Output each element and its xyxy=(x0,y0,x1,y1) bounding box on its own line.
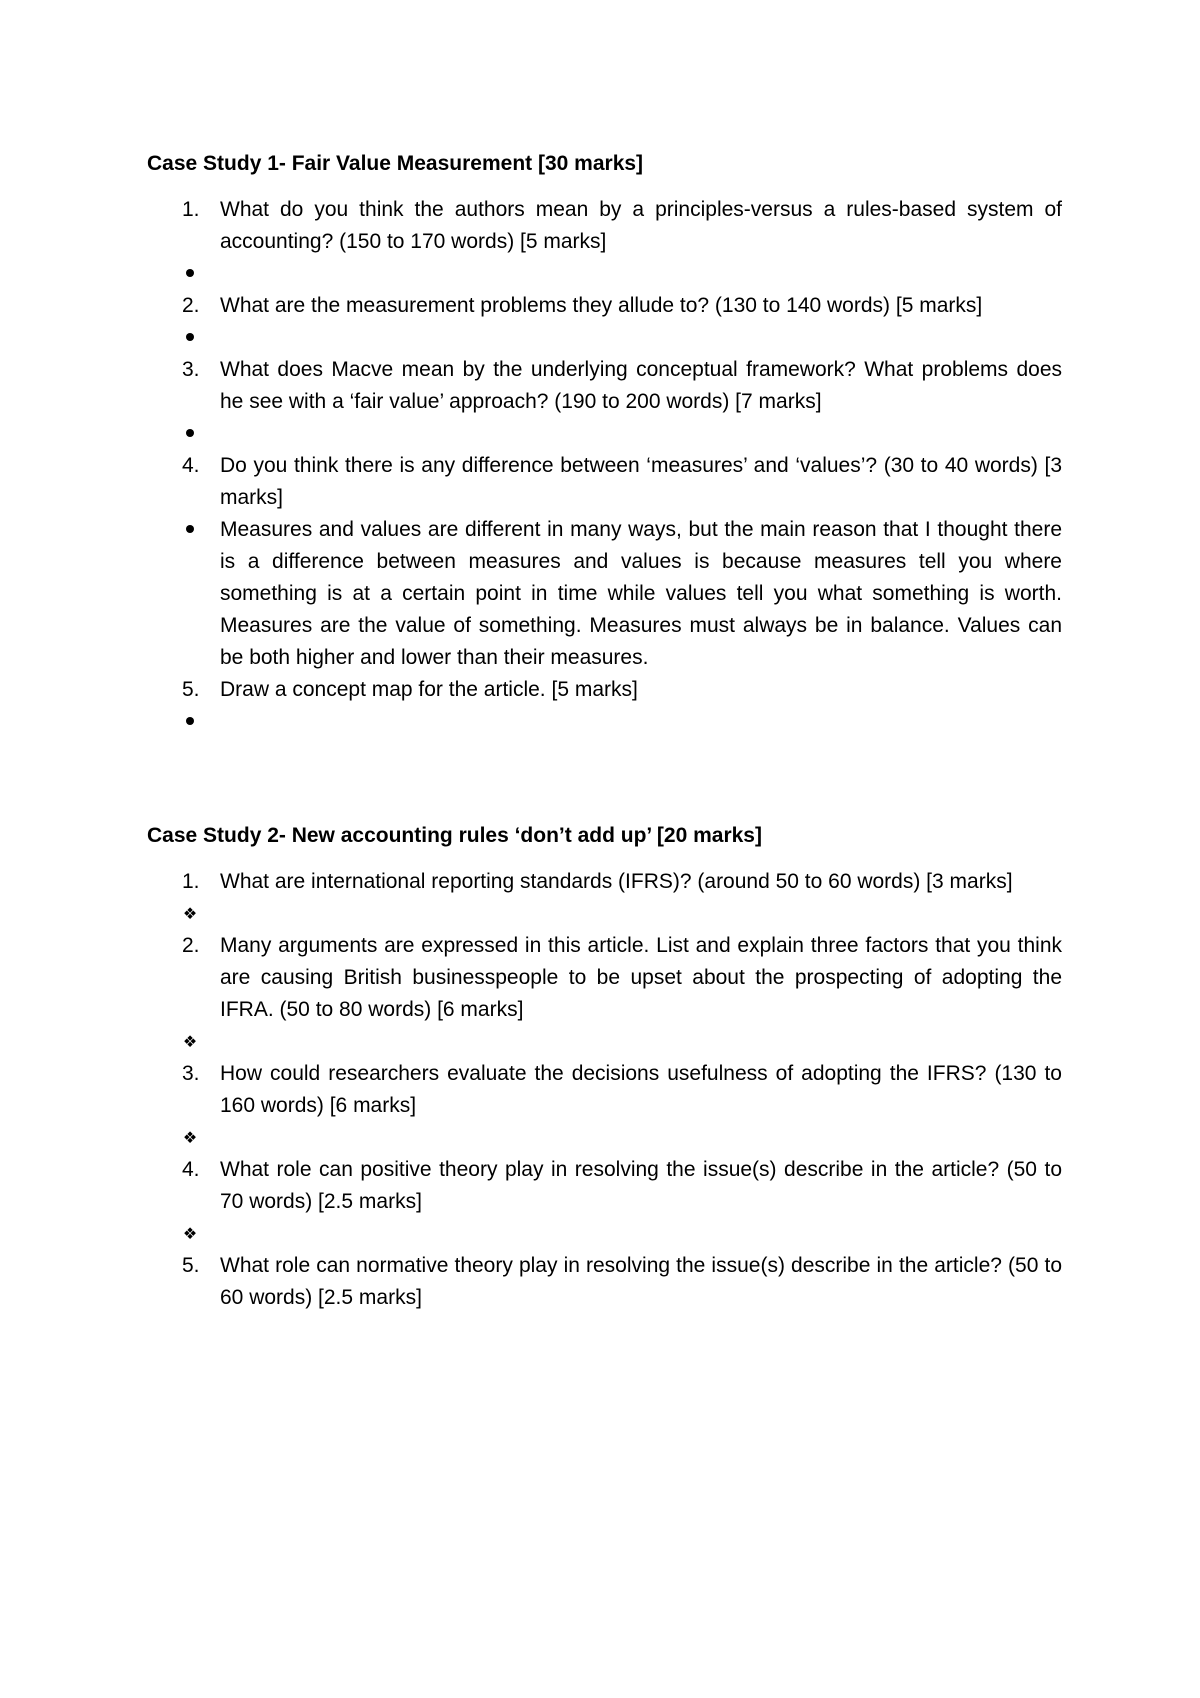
bullet-diamond-icon: ❖ xyxy=(182,1032,198,1051)
question-text: What are the measurement problems they allude to? (130 to 140 words) [5 marks] xyxy=(220,294,983,317)
answer-text: Measures and values are different in many ways, but the main reason that I thought there is a difference between measures and values is because measures tell you where something is at a certain point in time while values tell you what something is worth. Measures are the value of something. Measures must always be in balance. Values can be both higher and lower than their measures. xyxy=(220,518,1062,669)
question-text: What does Macve mean by the underlying conceptual framework? What problems does he see with a ‘fair value’ approach? (190 to 200 words) [7 marks] xyxy=(220,358,1062,413)
cs2-question-2 xyxy=(147,930,1062,1026)
document-body xyxy=(147,148,1062,1314)
bullet-diamond-icon: ❖ xyxy=(182,1224,198,1243)
bullet-dot-icon xyxy=(180,706,200,738)
question-text: What role can positive theory play in resolving the issue(s) describe in the article? (50 to 70 words) [2.5 marks] xyxy=(220,1158,1062,1213)
cs1-answer-1 xyxy=(147,258,1062,290)
cs1-question-1 xyxy=(147,194,1062,258)
bullet-dot-icon xyxy=(180,322,200,354)
cs2-answer-1 xyxy=(147,898,1062,930)
cs1-answer-5 xyxy=(147,706,1062,738)
cs2-answer-4 xyxy=(147,1218,1062,1250)
cs1-answer-4 xyxy=(147,514,1062,674)
question-number: 2. xyxy=(182,934,200,957)
bullet-dot-icon xyxy=(180,418,200,450)
cs1-question-3 xyxy=(147,354,1062,418)
cs2-answer-2 xyxy=(147,1026,1062,1058)
case-study-2-questions xyxy=(147,866,1062,1314)
cs1-answer-3 xyxy=(147,418,1062,450)
case-study-2 xyxy=(147,820,1062,1314)
cs2-question-1 xyxy=(147,866,1062,898)
cs1-question-5 xyxy=(147,674,1062,706)
case-study-1 xyxy=(147,148,1062,738)
question-text: Do you think there is any difference between ‘measures’ and ‘values’? (30 to 40 words) [3 marks] xyxy=(220,454,1062,509)
question-text: What are international reporting standards (IFRS)? (around 50 to 60 words) [3 marks] xyxy=(220,870,1013,893)
cs2-question-4 xyxy=(147,1154,1062,1218)
question-text: Draw a concept map for the article. [5 marks] xyxy=(220,678,638,701)
cs1-question-4 xyxy=(147,450,1062,514)
question-text: What role can normative theory play in resolving the issue(s) describe in the article? (50 to 60 words) [2.5 marks] xyxy=(220,1254,1062,1309)
cs2-answer-3 xyxy=(147,1122,1062,1154)
question-number: 1. xyxy=(182,198,200,221)
question-number: 5. xyxy=(182,1254,200,1277)
cs1-answer-2 xyxy=(147,322,1062,354)
question-number: 4. xyxy=(182,1158,200,1181)
question-number: 2. xyxy=(182,294,200,317)
case-study-1-title: Case Study 1- Fair Value Measurement [30 marks] xyxy=(147,152,644,175)
bullet-dot-icon xyxy=(180,258,200,290)
question-text: What do you think the authors mean by a principles-versus a rules-based system of accounting? (150 to 170 words) [5 marks] xyxy=(220,198,1062,253)
question-number: 3. xyxy=(182,358,200,381)
cs2-question-5 xyxy=(147,1250,1062,1314)
bullet-diamond-icon: ❖ xyxy=(182,904,198,923)
case-study-2-title: Case Study 2- New accounting rules ‘don’t add up’ [20 marks] xyxy=(147,824,762,847)
question-number: 5. xyxy=(182,678,200,701)
cs2-question-3 xyxy=(147,1058,1062,1122)
case-study-1-questions xyxy=(147,194,1062,738)
question-number: 4. xyxy=(182,454,200,477)
question-text: Many arguments are expressed in this article. List and explain three factors that you think are causing British businesspeople to be upset about the prospecting of adopting the IFRA. (50 to 80 words) [6 marks] xyxy=(220,934,1062,1021)
question-number: 1. xyxy=(182,870,200,893)
question-number: 3. xyxy=(182,1062,200,1085)
question-text: How could researchers evaluate the decisions usefulness of adopting the IFRS? (130 to 160 words) [6 marks] xyxy=(220,1062,1062,1117)
bullet-dot-icon xyxy=(180,514,200,546)
cs1-question-2 xyxy=(147,290,1062,322)
bullet-diamond-icon: ❖ xyxy=(182,1128,198,1147)
